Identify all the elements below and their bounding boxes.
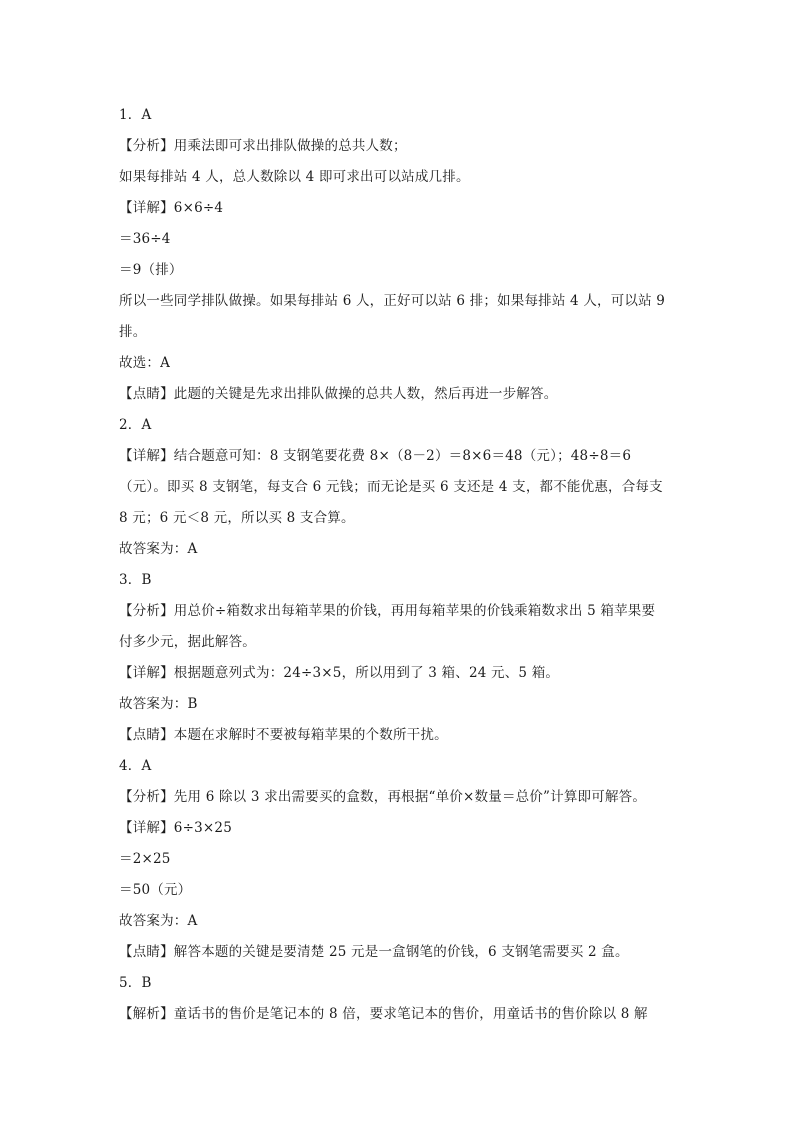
text-line: 如果每排站 4 人，总人数除以 4 即可求出可以站成几排。 <box>119 169 470 185</box>
equation-line: ＝2×25 <box>119 851 171 867</box>
text-line: （元）。即买 8 支钢笔，每支合 6 元钱；而无论是买 6 支还是 4 支，都不能优惠，合每支 <box>119 479 663 495</box>
answer-number: 2．A <box>119 417 152 433</box>
answer-line: 故选：A <box>119 355 171 371</box>
answer-line: 故答案为：A <box>119 913 198 929</box>
text-line: 付多少元，据此解答。 <box>119 634 256 650</box>
equation-line: ＝36÷4 <box>119 231 171 247</box>
analysis-line: 【分析】用乘法即可求出排队做操的总共人数； <box>119 138 407 154</box>
comment-line: 【点睛】解答本题的关键是要清楚 25 元是一盒钢笔的价钱，6 支钢笔需要买 2 盒。 <box>119 944 629 960</box>
analysis-line: 【分析】先用 6 除以 3 求出需要买的盒数，再根据“单价×数量＝总价”计算即可解答。 <box>119 789 647 805</box>
detail-line: 【详解】6÷3×25 <box>119 820 232 836</box>
detail-line: 【详解】结合题意可知：8 支钢笔要花费 8×（8－2）＝8×6＝48（元）；48÷8＝6 <box>119 448 632 464</box>
comment-line: 【点睛】本题在求解时不要被每箱苹果的个数所干扰。 <box>119 727 448 743</box>
analysis-line: 【解析】童话书的售价是笔记本的 8 倍，要求笔记本的售价，用童话书的售价除以 8 解 <box>119 1006 648 1022</box>
answer-number: 5．B <box>119 975 152 991</box>
text-line: 8 元；6 元＜8 元，所以买 8 支合算。 <box>119 510 355 526</box>
equation-line: ＝50（元） <box>119 882 192 898</box>
equation-line: ＝9（排） <box>119 262 183 278</box>
analysis-line: 【分析】用总价÷箱数求出每箱苹果的价钱，再用每箱苹果的价钱乘箱数求出 5 箱苹果要 <box>119 603 656 619</box>
text-line: 排。 <box>119 324 147 340</box>
detail-line: 【详解】根据题意列式为：24÷3×5，所以用到了 3 箱、24 元、5 箱。 <box>119 665 560 681</box>
text-line: 所以一些同学排队做操。如果每排站 6 人，正好可以站 6 排；如果每排站 4 人，可以站 9 <box>119 293 666 309</box>
detail-line: 【详解】6×6÷4 <box>119 200 224 216</box>
answer-number: 3．B <box>119 572 152 588</box>
answer-number: 4．A <box>119 758 152 774</box>
answer-line: 故答案为：A <box>119 541 198 557</box>
answer-line: 故答案为：B <box>119 696 198 712</box>
answer-number: 1．A <box>119 107 152 123</box>
comment-line: 【点睛】此题的关键是先求出排队做操的总共人数，然后再进一步解答。 <box>119 386 558 402</box>
